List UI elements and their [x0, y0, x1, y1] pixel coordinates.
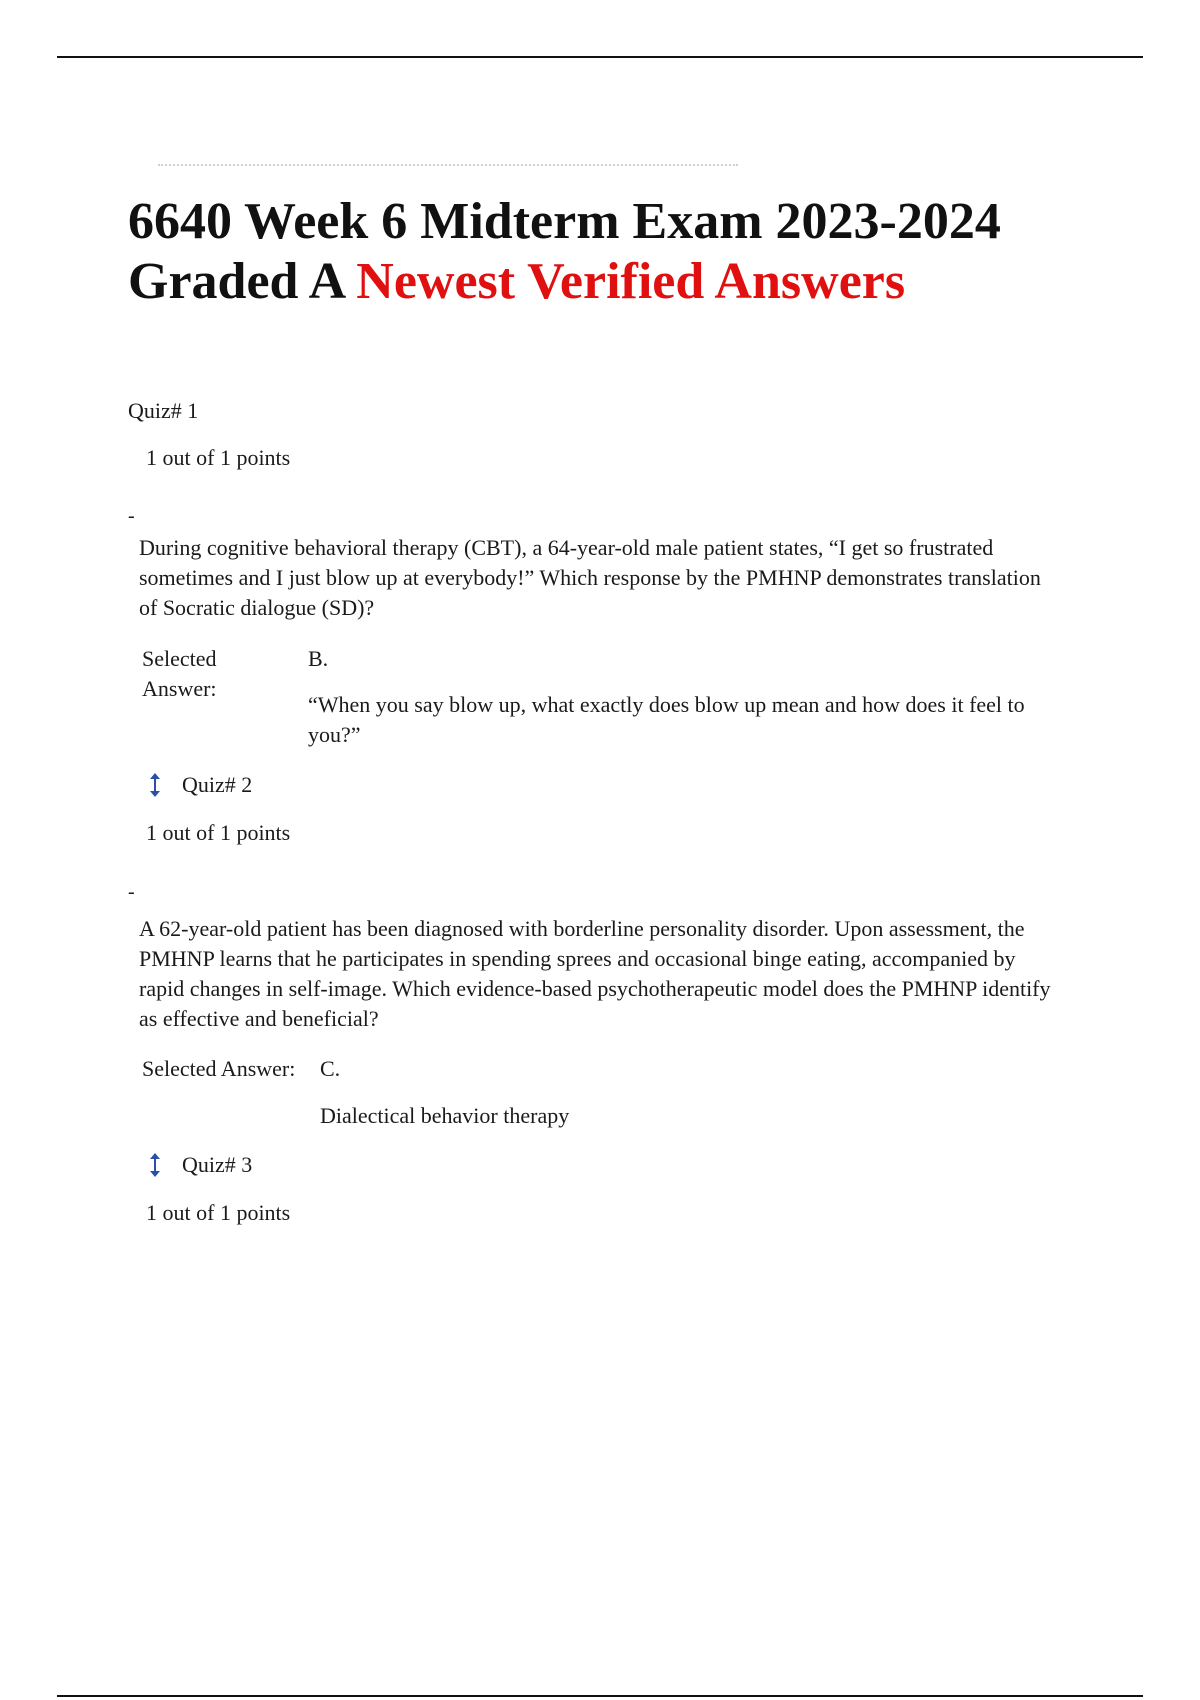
quiz-3-points: 1 out of 1 points [146, 1200, 291, 1225]
quiz-2-dash: - [128, 881, 135, 903]
top-rule [57, 56, 1143, 58]
selected-label-line-1: Selected [142, 646, 217, 671]
quiz-1-selected-label [142, 644, 292, 704]
title-line-2-dark: Graded A [128, 253, 357, 310]
quiz-1-label: Quiz# 1 [128, 398, 199, 423]
quiz-2-answer-letter: C. [320, 1056, 341, 1081]
quiz-2-label: Quiz# 2 [182, 772, 253, 797]
quiz-1-question: During cognitive behavioral therapy (CBT), a 64-year-old male patient states, “I get so frustrated sometimes and I just blow up at everybody!” Which response by the PMHNP demonstrates translation of Socratic dialogue (SD)? [139, 535, 1041, 620]
quiz-1-points: 1 out of 1 points [146, 445, 291, 470]
quiz-1-answer-text: “When you say blow up, what exactly does blow up mean and how does it feel to you?” [308, 692, 1025, 747]
quiz-3-label: Quiz# 3 [182, 1152, 253, 1177]
quiz-1-dash: - [128, 505, 135, 527]
up-down-arrow-icon [148, 1152, 162, 1178]
quiz-1-answer-letter: B. [308, 646, 329, 671]
page-title [128, 192, 1128, 312]
bottom-rule [57, 1695, 1143, 1697]
quiz-2-selected-label: Selected Answer: [142, 1056, 296, 1081]
quiz-2-points: 1 out of 1 points [146, 820, 291, 845]
selected-label-line-2: Answer: [142, 676, 217, 701]
title-line-1: 6640 Week 6 Midterm Exam 2023-2024 [128, 193, 1001, 250]
quiz-2-answer-text: Dialectical behavior therapy [320, 1103, 570, 1128]
quiz-2-question: A 62-year-old patient has been diagnosed with borderline personality disorder. Upon assessment, the PMHNP learns that he participates in spending sprees and occasional binge eating, accompanied by rapid changes in self-image. Which evidence-based psychotherapeutic model does the PMHNP identify as effective and beneficial? [139, 916, 1051, 1031]
quiz-3-header [148, 1150, 252, 1180]
quiz-2-header [148, 770, 252, 800]
up-down-arrow-icon [148, 772, 162, 798]
dotted-divider [158, 164, 738, 166]
title-line-2-accent: Newest Verified Answers [356, 253, 906, 310]
